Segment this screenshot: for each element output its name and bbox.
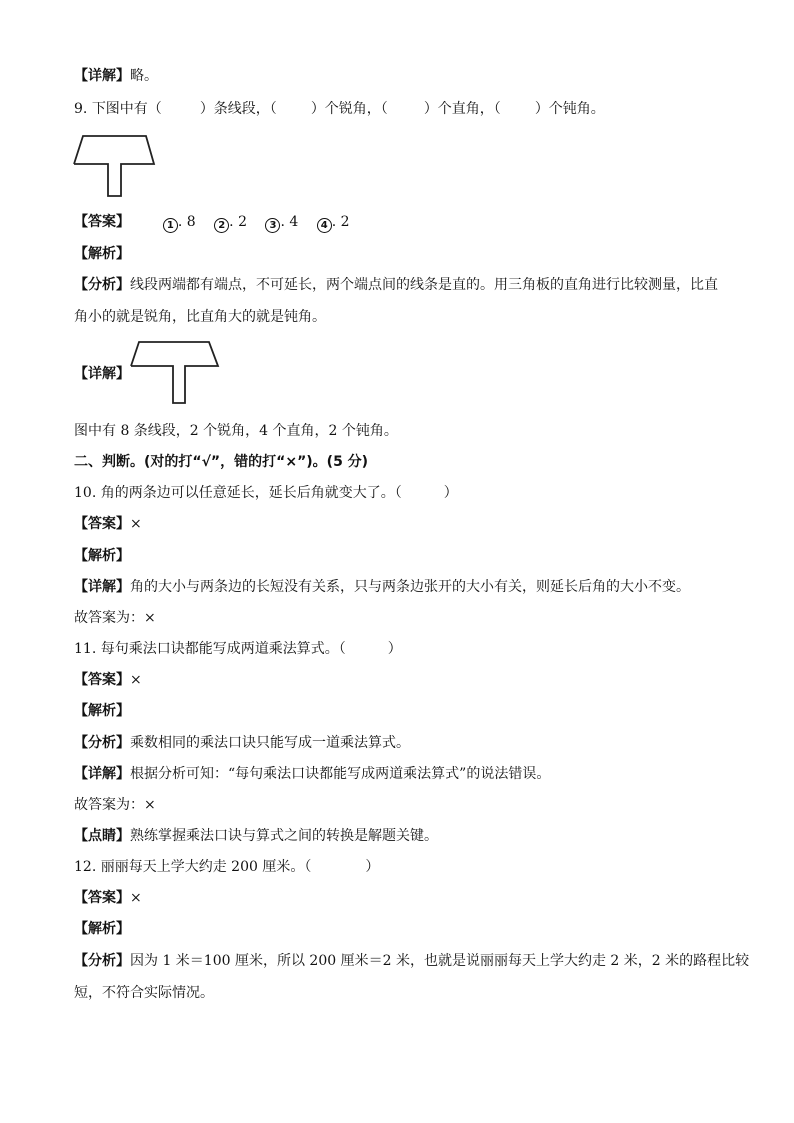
final-answer: 故答案为：×: [74, 610, 156, 626]
detail-line: 【详解】角的大小与两条边的长短没有关系，只与两条边张开的大小有关，则延长后角的大小不变。: [74, 579, 690, 595]
question-text: 下图中有（: [91, 101, 162, 117]
question-text: ）个钝角。: [534, 101, 605, 117]
answer-value: ×: [130, 516, 142, 532]
analysis-tag: 【解析】: [74, 703, 130, 719]
answer-tag: 【答案】: [74, 672, 130, 688]
answer-value: ×: [130, 672, 142, 688]
fenxi-tag: 【分析】: [74, 277, 130, 293]
circle-number: 4: [317, 218, 332, 233]
detail-tag: 【详解】: [74, 68, 130, 84]
detail-tag: 【详解】: [74, 366, 130, 382]
answer-tag: 【答案】: [74, 516, 130, 532]
answer-item-2: 2 . 2: [214, 212, 247, 233]
dianjing-line: 【点睛】熟练掌握乘法口诀与算式之间的转换是解题关键。: [74, 828, 438, 844]
question-text: ）个锐角，（: [310, 101, 388, 117]
answer-value: ×: [130, 890, 142, 906]
question-text: ）条线段，（: [199, 101, 277, 117]
circle-number: 1: [163, 218, 178, 233]
answer-item-1: 1 . 8: [163, 212, 196, 233]
detail-result: 图中有 8 条线段，2 个锐角，4 个直角，2 个钝角。: [74, 423, 398, 439]
detail-line: [74, 66, 158, 86]
answer-item-4: 4 . 2: [317, 212, 350, 233]
circle-number: 2: [214, 218, 229, 233]
fenxi-line-2: 角小的就是锐角，比直角大的就是钝角。: [74, 309, 326, 325]
answer-line: [74, 670, 142, 690]
section-heading: 二、判断。(对的打“√”，错的打“×”)。(5 分): [74, 454, 369, 470]
detail-line: 【详解】根据分析可知：“每句乘法口诀都能写成两道乘法算式”的说法错误。: [74, 766, 551, 782]
question-10: 10. 角的两条边可以任意延长，延长后角就变大了。（ ）: [74, 485, 458, 501]
question-12: 12. 丽丽每天上学大约走 200 厘米。（ ）: [74, 859, 380, 875]
analysis-tag: 【解析】: [74, 921, 130, 937]
answer-tag: 【答案】: [74, 890, 130, 906]
analysis-tag: 【解析】: [74, 548, 130, 564]
fenxi-line-2: 短，不符合实际情况。: [74, 985, 214, 1001]
circle-number: 3: [265, 218, 280, 233]
analysis-tag: 【解析】: [74, 246, 130, 262]
answer-line: [74, 888, 142, 908]
shape-figure-detail: [129, 340, 221, 406]
final-answer: 故答案为：×: [74, 797, 156, 813]
question-text: ）个直角，（: [423, 101, 501, 117]
question-9: [74, 99, 605, 119]
fenxi-line-1: 【分析】线段两端都有端点，不可延长，两个端点间的线条是直的。用三角板的直角进行比较测量，比直: [74, 277, 718, 293]
question-11: 11. 每句乘法口诀都能写成两道乘法算式。（ ）: [74, 641, 402, 657]
answer-item-3: 3 . 4: [265, 212, 298, 233]
answer-line: [74, 514, 142, 534]
answer-line: [74, 212, 364, 233]
fenxi-line-1: 【分析】因为 1 米＝100 厘米，所以 200 厘米＝2 米，也就是说丽丽每天上学大约走 2 米，2 米的路程比较: [74, 953, 750, 969]
shape-figure: [72, 134, 156, 198]
question-number: 9.: [74, 101, 88, 117]
detail-text: 略。: [130, 68, 158, 84]
fenxi-line: 【分析】乘数相同的乘法口诀只能写成一道乘法算式。: [74, 735, 410, 751]
answer-tag: 【答案】: [74, 214, 130, 230]
